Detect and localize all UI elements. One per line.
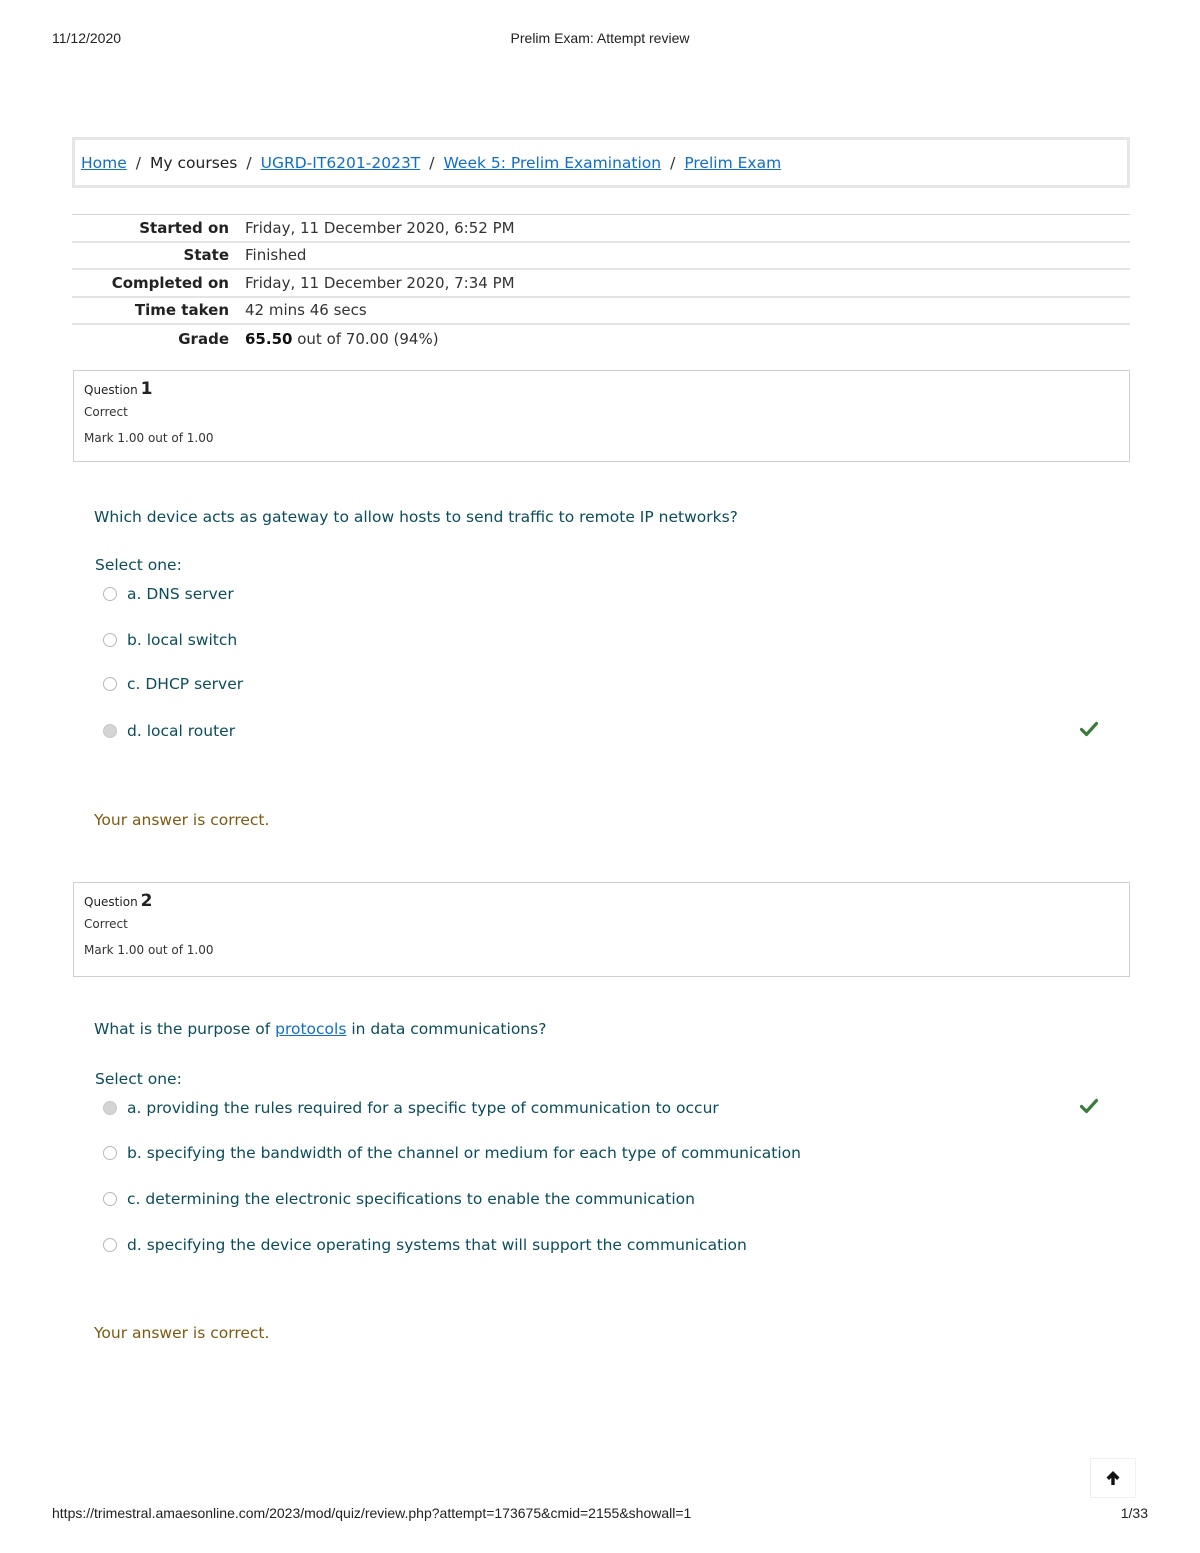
question-state: Correct [84, 405, 128, 419]
radio-button[interactable] [103, 587, 117, 601]
question-mark: Mark 1.00 out of 1.00 [84, 431, 214, 445]
started-value: Friday, 11 December 2020, 6:52 PM [245, 218, 515, 237]
question-number [84, 891, 1119, 911]
print-header [52, 30, 1148, 50]
summary-row-time [72, 298, 1130, 326]
state-value: Finished [245, 246, 307, 265]
print-footer [52, 1505, 1148, 1525]
answer-option[interactable] [103, 1188, 1103, 1210]
answer-option-label: a. DNS server [127, 585, 234, 603]
question-info-box [73, 370, 1130, 462]
radio-button[interactable] [103, 1238, 117, 1252]
answer-option[interactable] [103, 629, 1103, 651]
summary-row-completed [72, 270, 1130, 298]
answer-feedback: Your answer is correct. [94, 811, 270, 829]
summary-row-state [72, 243, 1130, 271]
question-text [94, 1020, 546, 1038]
print-page-number: 1/33 [1120, 1505, 1148, 1521]
answer-option-label: b. specifying the bandwidth of the channel or medium for each type of communication [127, 1144, 801, 1162]
started-label: Started on [139, 218, 229, 237]
question-text-part: What is the purpose of [94, 1020, 271, 1038]
question-number-value: 1 [140, 379, 153, 399]
answer-option-selected[interactable] [103, 1097, 1103, 1119]
answer-option-label: d. local router [127, 722, 236, 740]
answer-feedback: Your answer is correct. [94, 1324, 270, 1342]
question-label: Question [84, 895, 138, 909]
print-date: 11/12/2020 [52, 30, 122, 46]
answer-option-label: c. DHCP server [127, 675, 244, 693]
question-info-box [73, 882, 1130, 977]
back-to-top-button[interactable] [1090, 1458, 1136, 1498]
radio-button[interactable] [103, 1192, 117, 1206]
select-one-prompt: Select one: [95, 1070, 182, 1088]
question-number [84, 379, 1119, 399]
breadcrumb-section-link[interactable]: Week 5: Prelim Examination [443, 153, 662, 172]
breadcrumb-my-courses: My courses [150, 153, 238, 172]
time-taken-label: Time taken [134, 301, 229, 320]
radio-button[interactable] [103, 633, 117, 647]
select-one-prompt: Select one: [95, 556, 182, 574]
print-url: https://trimestral.amaesonline.com/2023/mod/quiz/review.php?attempt=173675&cmid=2155&showall=1 [52, 1505, 692, 1521]
completed-value: Friday, 11 December 2020, 7:34 PM [245, 273, 515, 292]
breadcrumb-separator: / [429, 153, 435, 172]
answer-option[interactable] [103, 1234, 1103, 1256]
radio-button-selected[interactable] [103, 1101, 117, 1115]
question-number-value: 2 [140, 891, 153, 911]
checkmark-icon [1080, 1098, 1098, 1114]
attempt-summary-table [72, 214, 1130, 353]
radio-button[interactable] [103, 677, 117, 691]
breadcrumb [81, 140, 1121, 185]
radio-button-selected[interactable] [103, 724, 117, 738]
breadcrumb-quiz-link[interactable]: Prelim Exam [684, 153, 782, 172]
grade-label: Grade [178, 329, 229, 348]
breadcrumb-course-link[interactable]: UGRD-IT6201-2023T [260, 153, 421, 172]
answer-option-label: b. local switch [127, 631, 238, 649]
completed-label: Completed on [111, 273, 229, 292]
summary-row-grade [72, 325, 1130, 353]
breadcrumb-separator: / [135, 153, 142, 172]
answer-option[interactable] [103, 1142, 1103, 1164]
time-taken-value: 42 mins 46 secs [245, 301, 367, 320]
breadcrumb-home-link[interactable]: Home [81, 153, 127, 172]
question-text: Which device acts as gateway to allow hosts to send traffic to remote IP networks? [94, 508, 738, 526]
breadcrumb-separator: / [246, 153, 252, 172]
glossary-link-protocols[interactable]: protocols [275, 1020, 347, 1038]
breadcrumb-separator: / [670, 153, 676, 172]
answer-option-label: d. specifying the device operating systems that will support the communication [127, 1236, 747, 1254]
radio-button[interactable] [103, 1146, 117, 1160]
question-state: Correct [84, 917, 128, 931]
print-title: Prelim Exam: Attempt review [510, 30, 690, 46]
answer-option-label: c. determining the electronic specifications to enable the communication [127, 1190, 695, 1208]
breadcrumb-container [72, 137, 1130, 188]
answer-option[interactable] [103, 583, 1103, 605]
arrow-up-icon [1104, 1469, 1122, 1487]
question-text-part: in data communications? [351, 1020, 547, 1038]
answer-option[interactable] [103, 673, 1103, 695]
grade-score: 65.50 [245, 329, 293, 348]
question-mark: Mark 1.00 out of 1.00 [84, 943, 214, 957]
answer-option-selected[interactable] [103, 720, 1103, 742]
state-label: State [183, 246, 229, 265]
question-label: Question [84, 383, 138, 397]
summary-row-started [72, 215, 1130, 243]
grade-value [229, 330, 439, 348]
grade-out-of: out of 70.00 (94%) [297, 329, 439, 348]
checkmark-icon [1080, 721, 1098, 737]
answer-option-label: a. providing the rules required for a specific type of communication to occur [127, 1099, 719, 1117]
